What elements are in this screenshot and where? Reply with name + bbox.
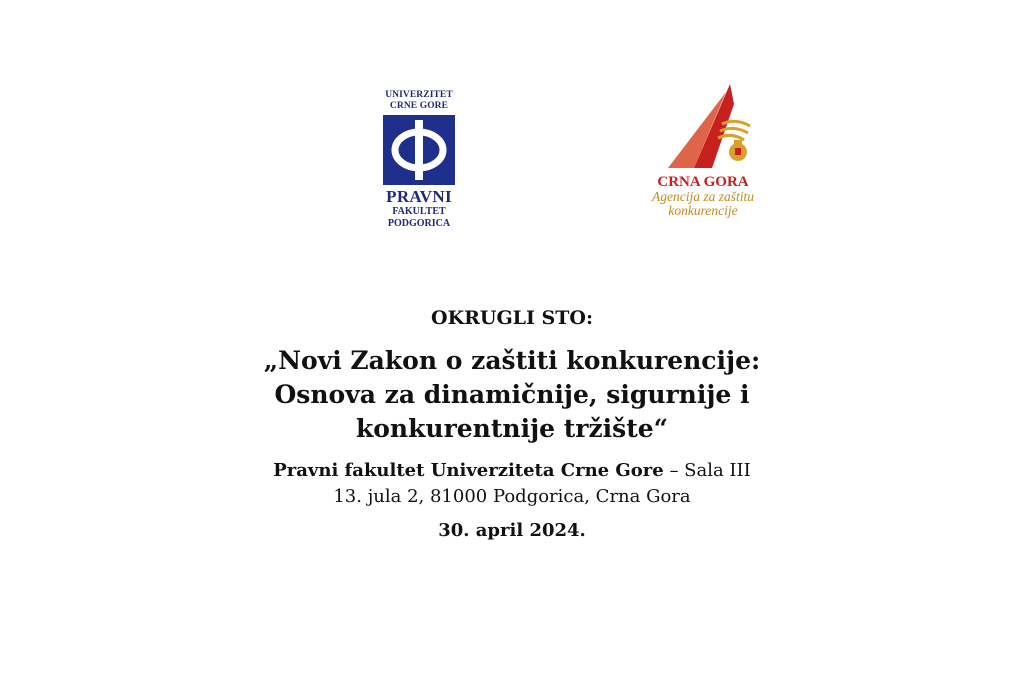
agency-logo-line1: CRNA GORA bbox=[657, 174, 749, 190]
event-heading: OKRUGLI STO: bbox=[431, 307, 593, 329]
event-title-line2: Osnova za dinamičnije, sigurnije i bbox=[274, 380, 750, 409]
university-logo-line2: CRNE GORE bbox=[389, 101, 449, 111]
event-address: 13. jula 2, 81000 Podgorica, Crna Gora bbox=[333, 486, 691, 507]
university-logo-line1: UNIVERZITET bbox=[385, 90, 453, 100]
event-date: 30. april 2024. bbox=[438, 520, 586, 541]
phi-emblem-icon bbox=[383, 115, 455, 185]
agency-logo-line3: konkurencije bbox=[668, 203, 738, 218]
coat-of-arms-icon bbox=[729, 140, 747, 161]
event-venue-name: Pravni fakultet Univerziteta Crne Gore bbox=[273, 460, 664, 481]
event-title-line1: „Novi Zakon o zaštiti konkurencije: bbox=[263, 346, 761, 375]
event-venue-room: – Sala III bbox=[663, 460, 751, 481]
event-info bbox=[0, 306, 1024, 544]
agency-logo bbox=[646, 84, 760, 218]
agency-logo-line2: Agencija za zaštitu bbox=[652, 189, 754, 204]
event-title bbox=[0, 344, 1024, 446]
university-logo-line5: PODGORICA bbox=[387, 218, 451, 229]
university-logo bbox=[378, 90, 460, 230]
event-venue bbox=[0, 458, 1024, 484]
event-title-line3: konkurentnije tržište“ bbox=[355, 414, 669, 443]
university-logo-line4: FAKULTET bbox=[392, 206, 446, 217]
agency-triangle-emblem-icon bbox=[664, 84, 754, 170]
university-logo-line3: PRAVNI bbox=[386, 187, 452, 206]
